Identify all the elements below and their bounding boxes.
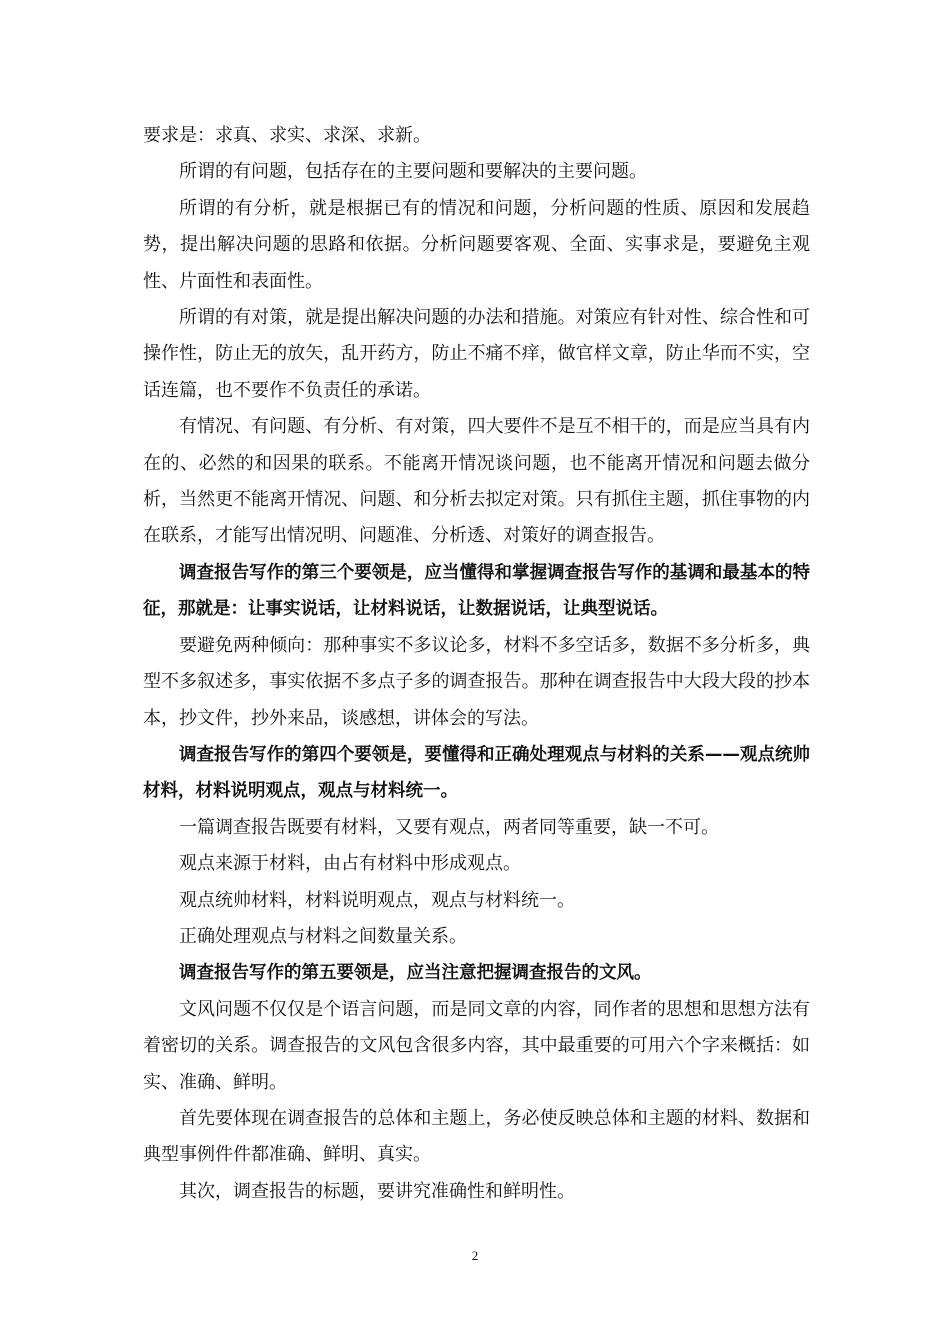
paragraph: 观点统帅材料，材料说明观点，观点与材料统一。: [179, 889, 575, 911]
paragraph: 所谓的有问题，包括存在的主要问题和要解决的主要问题。: [179, 161, 647, 183]
paragraph: 其次，调查报告的标题，要讲究准确性和鲜明性。: [179, 1180, 575, 1202]
paragraph: 所谓的有分析，就是根据已有的情况和问题，分析问题的性质、原因和发展趋势，提出解决问题的思路和依据。分析问题要客观、全面、实事求是，要避免主观性、片面性和表面性。: [143, 197, 810, 292]
document-body: [143, 118, 810, 1210]
paragraph: 文风问题不仅仅是个语言问题，而是同文章的内容，同作者的思想和思想方法有着密切的关系。调查报告的文风包含很多内容，其中最重要的可用六个字来概括：如实、准确、鲜明。: [143, 998, 810, 1093]
paragraph: 要避免两种倾向：那种事实不多议论多，材料不多空话多，数据不多分析多，典型不多叙述多，事实依据不多点子多的调查报告。那种在调查报告中大段大段的抄本本，抄文件，抄外来品，谈感想，讲体会的写法。: [143, 634, 810, 729]
paragraph: 所谓的有对策，就是提出解决问题的办法和措施。对策应有针对性、综合性和可操作性，防止无的放矢，乱开药方，防止不痛不痒，做官样文章，防止华而不实，空话连篇，也不要作不负责任的承诺。: [143, 307, 810, 401]
paragraph: 有情况、有问题、有分析、有对策，四大要件不是互不相干的，而是应当具有内在的、必然的和因果的联系。不能离开情况谈问题，也不能离开情况和问题去做分析，当然更不能离开情况、问题、和分析去拟定对策。只有抓住主题，抓住事物的内在联系，才能写出情况明、问题准、分析透、对策好的调查报告。: [143, 416, 810, 547]
section-heading-paragraph: 调查报告写作的第四个要领是，要懂得和正确处理观点与材料的关系——观点统帅材料，材料说明观点，观点与材料统一。: [143, 744, 810, 802]
section-heading-paragraph: 调查报告写作的第三个要领是，应当懂得和掌握调查报告写作的基调和最基本的特征，那就是：让事实说话，让材料说话，让数据说话，让典型说话。: [143, 562, 810, 620]
page-number: 2: [471, 1248, 479, 1263]
paragraph: 观点来源于材料，由占有材料中形成观点。: [179, 853, 521, 875]
section-heading-paragraph: 调查报告写作的第五要领是，应当注意把握调查报告的文风。: [179, 963, 652, 984]
paragraph: 正确处理观点与材料之间数量关系。: [179, 925, 467, 947]
paragraph: 要求是：求真、求实、求深、求新。: [143, 125, 431, 146]
paragraph: 首先要体现在调查报告的总体和主题上，务必使反映总体和主题的材料、数据和典型事例件件都准确、鲜明、真实。: [143, 1107, 810, 1166]
paragraph: 一篇调查报告既要有材料，又要有观点，两者同等重要，缺一不可。: [179, 816, 719, 838]
